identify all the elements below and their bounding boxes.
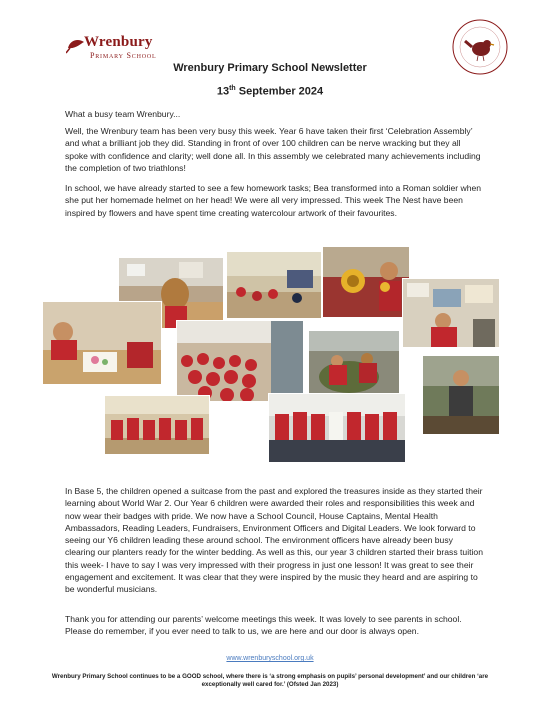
- photo-hall-children-row: [104, 395, 210, 455]
- logo-subtitle: Primary School: [90, 51, 157, 60]
- photo-planters: [308, 330, 400, 398]
- intro-text: What a busy team Wrenbury...: [65, 109, 181, 119]
- paragraph-parents-meetings: Thank you for attending our parents’ welcome meetings this week. It was lovely to see parents in school. Please do remember, if you ever need to talk to us, we are here and our door is always open.: [65, 614, 462, 637]
- logo-name: Wrenbury: [84, 34, 153, 50]
- photo-assembly-hall: [226, 251, 322, 319]
- paragraph-celebration-assembly: Well, the Wrenbury team has been very busy this week. Year 6 have taken their first ‘Celebration Assembly’ and what a brilliant job they did. Standing in front of over 100 children can be nerve wracking but they all spoke with confidence and clarity; well done all. In this assembly we celebrated many achievements including the completion of two triathlons!: [65, 126, 481, 173]
- photo-watercolour-flowers: [42, 301, 162, 385]
- photo-outdoor-garden: [422, 355, 500, 435]
- school-logo: [66, 34, 166, 62]
- paragraph-homework: In school, we have already started to see a few homework tasks; Bea transformed into a Roman soldier when she put her homemade helmet on her head! We were all very impressed. This week The Nest have been inspired by flowers and have spent time creating watercolour artwork of their favourites.: [65, 183, 482, 218]
- newsletter-date: 13th September 2024: [216, 85, 324, 98]
- ofsted-statement: Wrenbury Primary School continues to be a GOOD school, where there is ‘a strong emphasis on pupils’ personal development’ and our children ‘are exceptionally well cared for.’ (Ofsted Jan 2023): [51, 673, 489, 689]
- photo-year6-roles: [268, 393, 406, 463]
- newsletter-title: Wrenbury Primary School Newsletter: [173, 62, 367, 74]
- wren-bird-icon: [66, 36, 86, 54]
- photo-brass-instruments: [322, 246, 410, 318]
- photo-assembly-crowd: [176, 320, 304, 402]
- photo-base5-classroom: [402, 278, 500, 348]
- paragraph-base5-year6: In Base 5, the children opened a suitcase from the past and explored the treasures inside as they started their learning about World War 2. Our Year 6 children were awarded their roles and responsibilities this week and now wear their badges with pride. We now have a School Council, House Captains, Mental Health Ambassadors, Reading Leaders, Fundraisers, Environment Officers and Digital Leaders. We look forward to seeing our Y6 children leading these around school. The environment officers have already been busy clearing our planters ready for the winter bedding. As well as this, our year 3 children started their brass tuition this week- I have to say I was very impressed with their progress in just one lesson! It was great to see their engagement and excitement. It was clear that they were inspired by the music they heard and are aspiring to be wonderful musicians.: [65, 486, 483, 595]
- school-website-link[interactable]: www.wrenburyschool.org.uk: [226, 655, 314, 662]
